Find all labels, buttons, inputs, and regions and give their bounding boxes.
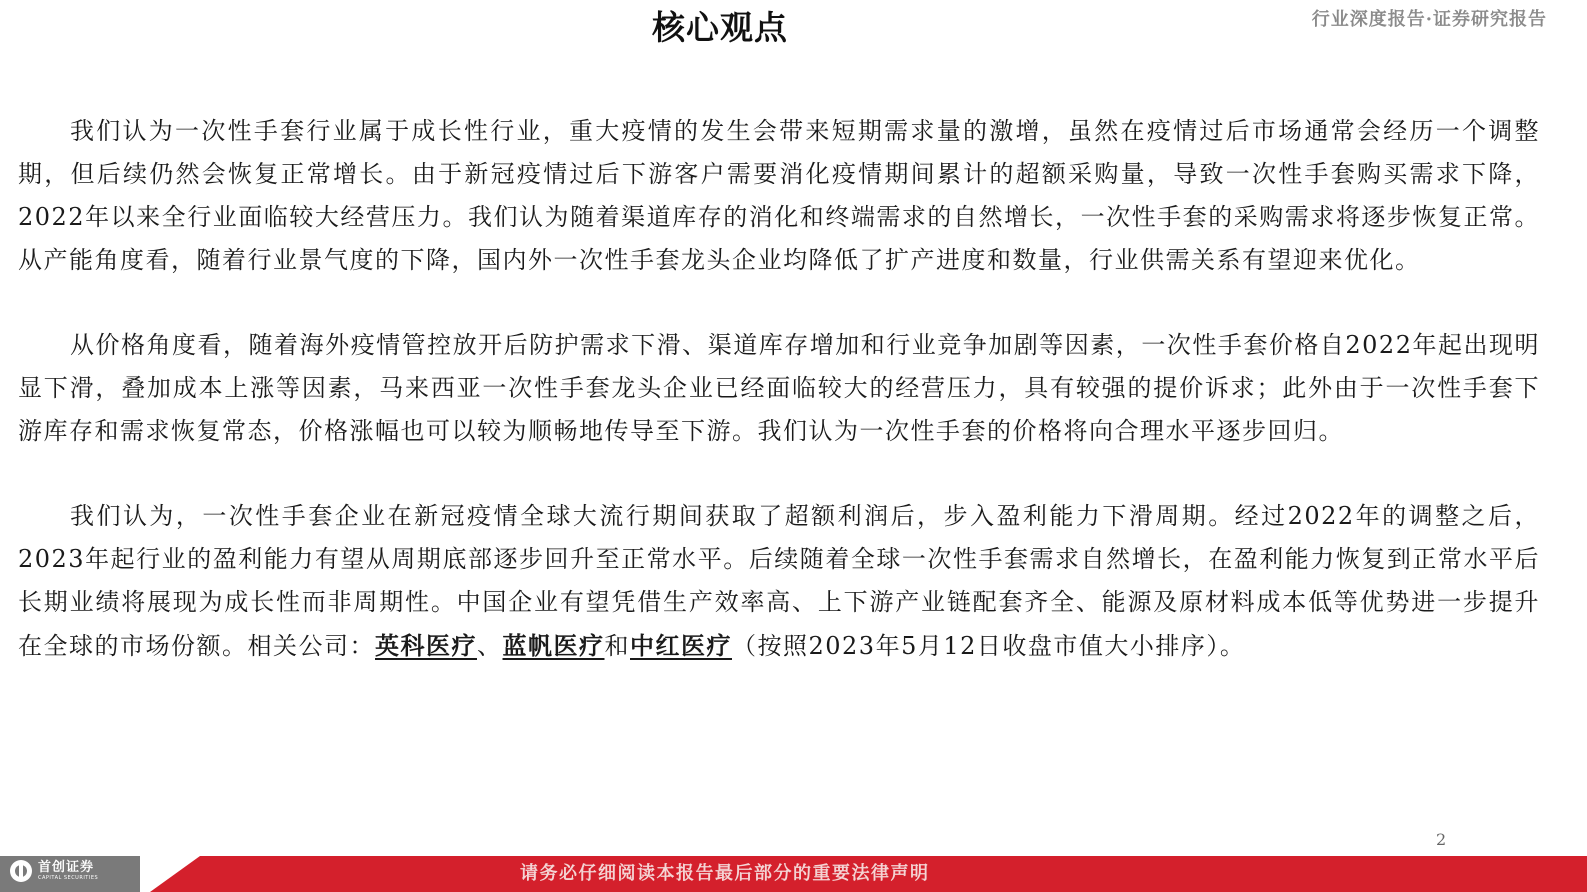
- paragraph-profit-outlook: [18, 495, 1540, 668]
- logo-english-name: CAPITAL SECURITIES: [38, 875, 99, 881]
- page-title: 核心观点: [652, 8, 788, 47]
- company-link-yingke[interactable]: 英科医疗: [375, 631, 477, 660]
- logo-mark-icon: [10, 860, 32, 882]
- paragraph-industry-outlook: 我们认为一次性手套行业属于成长性行业，重大疫情的发生会带来短期需求量的激增，虽然在疫情过后市场通常会经历一个调整期，但后续仍然会恢复正常增长。由于新冠疫情过后下游客户需要消化疫情期间累计的超额采购量，导致一次性手套购买需求下降，2022年以来全行业面临较大经营压力。我们认为随着渠道库存的消化和终端需求的自然增长，一次性手套的采购需求将逐步恢复正常。从产能角度看，随着行业景气度的下降，国内外一次性手套龙头企业均降低了扩产进度和数量，行业供需关系有望迎来优化。: [18, 117, 1540, 274]
- page-number: 2: [1436, 830, 1447, 849]
- paragraph-price-outlook: 从价格角度看，随着海外疫情管控放开后防护需求下滑、渠道库存增加和行业竞争加剧等因素，一次性手套价格自2022年起出现明显下滑，叠加成本上涨等因素，马来西亚一次性手套龙头企业已经面临较大的经营压力，具有较强的提价诉求；此外由于一次性手套下游库存和需求恢复常态，价格涨幅也可以较为顺畅地传导至下游。我们认为一次性手套的价格将向合理水平逐步回归。: [18, 331, 1540, 445]
- separator-text: 、: [477, 632, 503, 660]
- main-content: [18, 110, 1540, 710]
- paragraph-text-before: 我们认为，一次性手套企业在新冠疫情全球大流行期间获取了超额利润后，步入盈利能力下滑周期。经过2022年的调整之后，2023年起行业的盈利能力有望从周期底部逐步回升至正常水平。后续随着全球一次性手套需求自然增长，在盈利能力恢复到正常水平后长期业绩将展现为成长性而非周期性。中国企业有望凭借生产效率高、上下游产业链配套齐全、能源及原材料成本低等优势进一步提升在全球的市场份额。相关公司：: [18, 502, 1540, 660]
- report-type-tag: 行业深度报告·证券研究报告: [1311, 9, 1547, 30]
- company-logo: [10, 860, 98, 882]
- footer-bar: [0, 856, 1587, 892]
- legal-notice: 请务必仔细阅读本报告最后部分的重要法律声明: [520, 863, 930, 884]
- company-link-lanfan[interactable]: 蓝帆医疗: [502, 631, 605, 660]
- company-link-zhonghong[interactable]: 中红医疗: [630, 631, 732, 660]
- logo-chinese-name: 首创证券: [38, 860, 95, 875]
- paragraph-text-after: （按照2023年5月12日收盘市值大小排序）。: [732, 632, 1246, 660]
- separator-text: 和: [604, 632, 630, 660]
